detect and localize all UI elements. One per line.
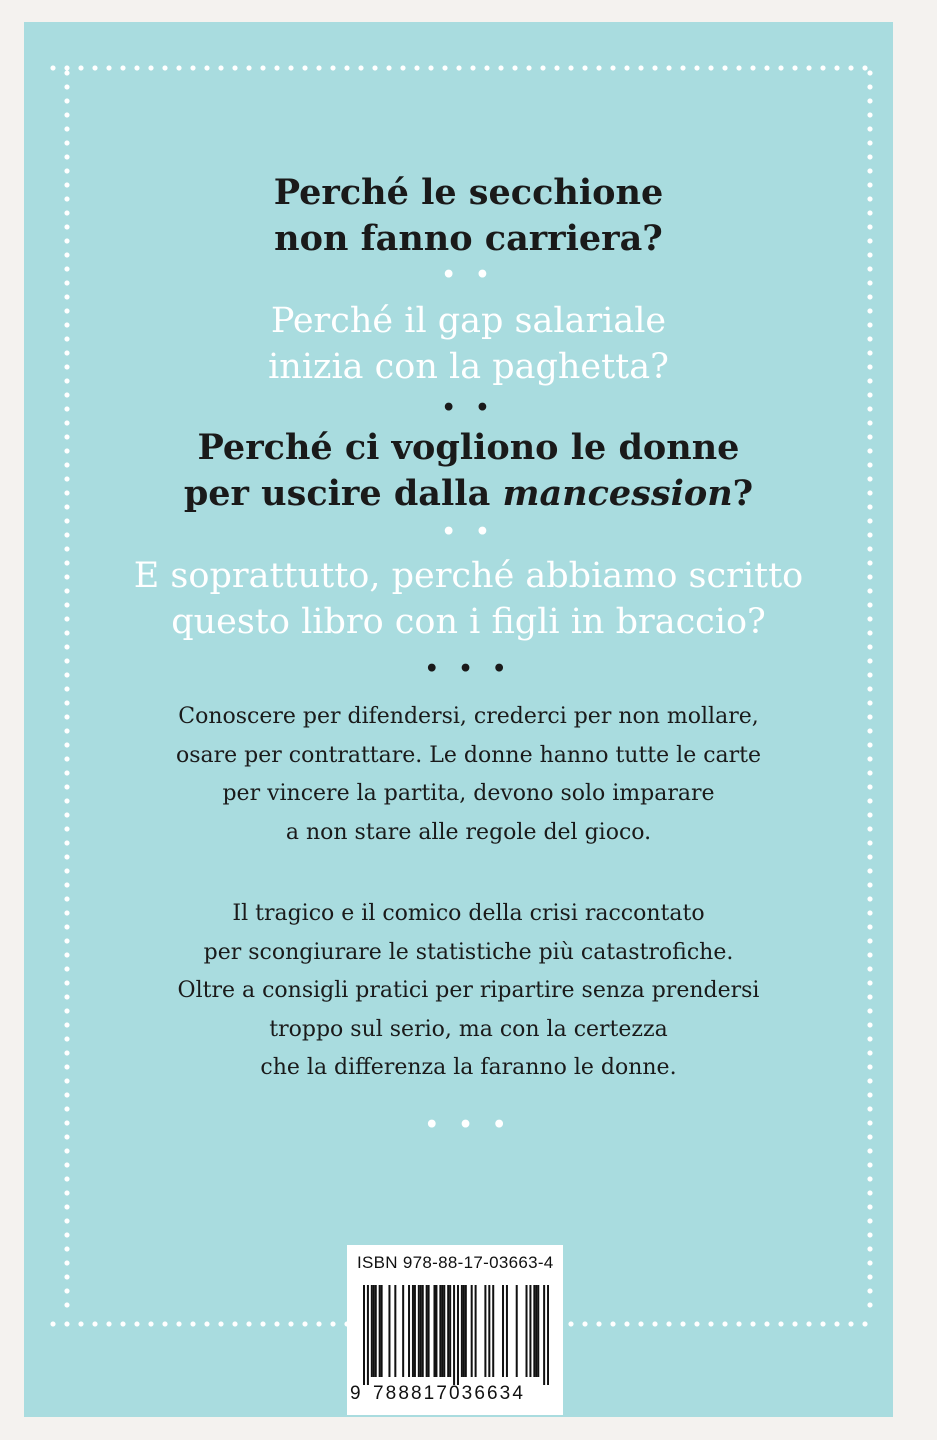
question-2 (0, 298, 937, 390)
blurb-line: per scongiurare le statistiche più catastrofiche. (203, 939, 734, 965)
barcode-bar (516, 1285, 518, 1377)
barcode-bar (449, 1285, 451, 1377)
barcode-bar (463, 1285, 465, 1377)
blurb-paragraph-2 (0, 895, 937, 1088)
barcode-icon (363, 1285, 549, 1385)
barcode-bar (363, 1285, 365, 1385)
barcode-bar (443, 1285, 445, 1377)
question-4 (0, 553, 937, 645)
question-1 (0, 170, 937, 262)
ean-remaining-digits: 788817036634 (373, 1383, 526, 1404)
blurb-line: osare per contrattare. Le donne hanno tutte le carte (175, 742, 762, 768)
separator-dots: • • • (424, 656, 513, 682)
question-3-text: per uscire dalla (183, 473, 503, 514)
ean-first-digit: 9 (350, 1383, 361, 1404)
question-3-line-1: Perché ci vogliono le donne (197, 427, 740, 468)
barcode-bar (441, 1285, 443, 1377)
barcode-bar (453, 1285, 455, 1385)
blurb-line: Il tragico e il comico della crisi raccontato (232, 901, 705, 926)
blurb-line: a non stare alle regole del gioco. (285, 819, 652, 845)
barcode-bar (435, 1285, 437, 1377)
isbn-number: ISBN 978-88-17-03663-4 (357, 1253, 554, 1272)
barcode-bar (414, 1285, 416, 1377)
question-1-line-1: Perché le secchione (273, 172, 664, 213)
barcode-bar (412, 1285, 414, 1377)
question-1-line-2: non fanno carriera? (274, 218, 663, 259)
barcode-bar (535, 1285, 537, 1377)
barcode-bar (488, 1285, 490, 1377)
barcode-bar (422, 1285, 424, 1377)
question-2-line-1: Perché il gap salariale (270, 301, 667, 341)
barcode-bar (426, 1285, 428, 1377)
barcode-bar (457, 1285, 459, 1385)
barcode-bar (402, 1285, 404, 1377)
blurb-line: per vincere la partita, devono solo imparare (222, 781, 715, 806)
barcode-bar (533, 1285, 535, 1377)
dotted-border-top (46, 64, 871, 72)
barcode-label (347, 1245, 563, 1415)
question-4-line-2: questo libro con i figli in braccio? (171, 602, 766, 642)
barcode-bar (502, 1285, 504, 1377)
barcode-bar (461, 1285, 463, 1377)
barcode-bar (381, 1285, 383, 1377)
blurb-paragraph-1 (0, 698, 937, 852)
separator-dots: • • • (424, 1112, 513, 1138)
barcode-bar (439, 1285, 441, 1377)
barcode-bar (367, 1285, 369, 1385)
barcode-bar (447, 1285, 449, 1377)
barcode-bar (506, 1285, 508, 1377)
barcode-bar (433, 1285, 435, 1377)
barcode-bar (475, 1285, 477, 1377)
question-3-line-2 (0, 471, 937, 517)
blurb-line: che la differenza la faranno le donne. (260, 1055, 677, 1080)
barcode-bar (543, 1285, 545, 1385)
question-4-line-1: E soprattutto, perché abbiamo scritto (133, 556, 804, 596)
barcode-bar (379, 1285, 381, 1377)
barcode-bar (394, 1285, 396, 1377)
question-3-mark: ? (732, 473, 754, 514)
barcode-bar (537, 1285, 539, 1377)
barcode-bar (375, 1285, 377, 1377)
separator-dots: • • (441, 519, 496, 545)
barcode-bar (547, 1285, 549, 1385)
question-3 (0, 425, 937, 517)
separator-dots: • • (441, 262, 496, 288)
question-2-line-2: inizia con la paghetta? (268, 347, 669, 387)
barcode-bar (420, 1285, 422, 1377)
barcode-bar (484, 1285, 486, 1377)
barcode-bar (492, 1285, 494, 1377)
question-3-italic-term: mancession (502, 473, 733, 514)
barcode-bar (388, 1285, 390, 1377)
barcode-bar (373, 1285, 375, 1377)
separator-dots: • • (441, 395, 496, 421)
barcode-bar (465, 1285, 467, 1377)
barcode-bar (428, 1285, 430, 1377)
blurb-line: Oltre a consigli pratici per ripartire senza prendersi (177, 978, 760, 1003)
barcode-bar (526, 1285, 528, 1377)
barcode-bar (471, 1285, 473, 1377)
barcode-bar (529, 1285, 531, 1377)
barcode-bar (418, 1285, 420, 1377)
blurb-line: troppo sul serio, ma con la certezza (269, 1016, 668, 1042)
blurb-line: Conoscere per difendersi, crederci per non mollare, (178, 704, 759, 729)
barcode-bar (371, 1285, 373, 1377)
barcode-bar (408, 1285, 410, 1377)
